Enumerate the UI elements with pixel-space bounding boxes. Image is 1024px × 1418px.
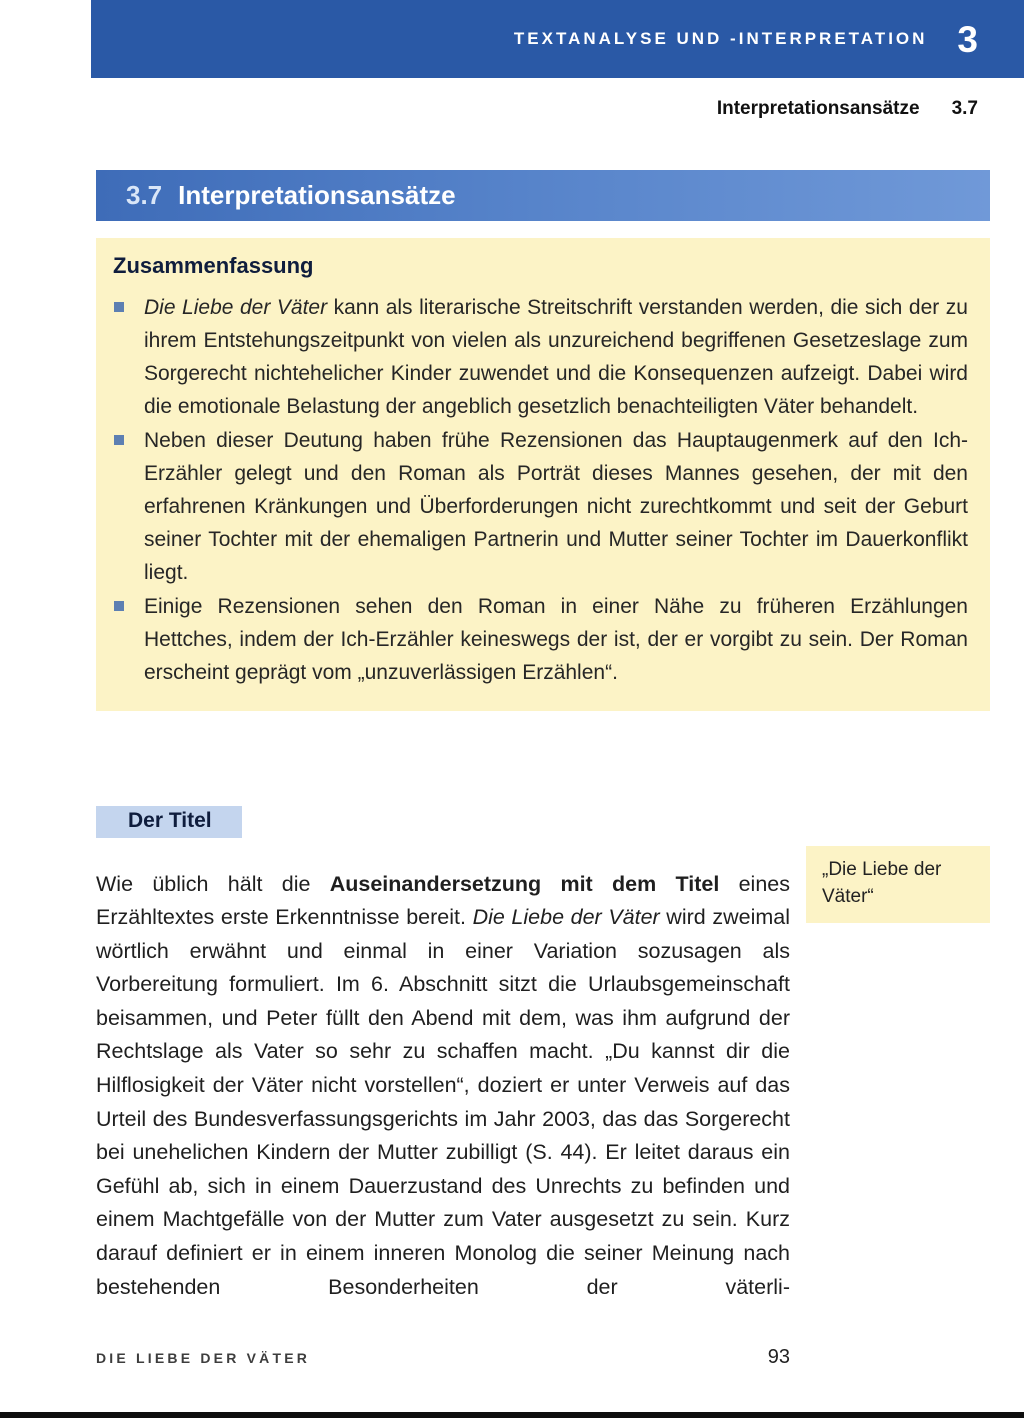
chapter-header-bar [91,0,1024,78]
body-italic-title: Die Liebe der Väter [472,905,660,930]
section-number: 3.7 [126,180,163,210]
bullet-italic-lead: Die Liebe der Väter [144,296,328,319]
summary-bullet-2 [113,424,968,589]
summary-bullet-1 [113,291,968,423]
summary-bullet-3 [113,590,968,689]
body-seg-1: Wie üblich hält die [96,871,330,896]
bullet-text: Neben dieser Deutung haben frühe Rezensionen das Hauptaugenmerk auf den Ich-Erzähler gelegt und den Roman als Porträt dieses Mannes gesehen, der mit den erfahrenen Kränkungen und Überforderungen nicht zurechtkommt und seit der Geburt seiner Tochter mit der ehemaligen Partnerin und Mutter seiner Tochter im Dauerkonflikt liegt. [144,429,968,584]
page-bottom-edge [0,1412,1024,1418]
bullet-square-icon [114,302,124,312]
page-footer [96,1346,790,1369]
bullet-text: Einige Rezensionen sehen den Roman in einer Nähe zu früheren Erzählungen Hettches, indem der Ich-Erzähler keineswegs der ist, der er vorgibt zu sein. Der Roman erscheint geprägt vom „unzuverlässigen Erzählen“. [144,595,968,684]
body-paragraph [96,868,790,1305]
bullet-square-icon [114,435,124,445]
chapter-number: 3 [957,18,978,60]
chapter-header-title: TEXTANALYSE UND -INTERPRETATION [513,29,928,48]
footer-page-number: 93 [767,1346,790,1368]
section-heading-bar [96,170,990,221]
summary-box [96,238,990,711]
bullet-square-icon [114,601,124,611]
section-title: Interpretationsansätze [178,180,456,210]
breadcrumb [91,98,1024,120]
body-seg-5: wird zweimal wörtlich erwähnt und einmal in einer Variation sozusagen als Vorbereitung formuliert. Im 6. Abschnitt sitzt die Urlaubsgemeinschaft beisammen, und Peter füllt den Abend mit dem, was ihm aufgrund der Rechtslage als Vater so sehr zu schaffen macht. „Du kannst dir die Hilflosigkeit der Väter nicht vorstellen“, doziert er unter Verweis auf das Urteil des Bundesverfassungsgerichts im Jahr 2003, das das Sorgerecht bei unehelichen Kindern der Mutter zubilligt (S. 44). Er leitet daraus ein Gefühl ab, sich in einem Dauerzustand des Unrechts zu befinden und einem Machtgefälle von der Mutter zum Vater ausgesetzt zu sein. Kurz darauf definiert er in einem inneren Monolog die seiner Meinung nach bestehenden Besonderheiten der väterli- [96,905,790,1299]
breadcrumb-number: 3.7 [951,98,978,119]
body-bold-phrase: Auseinandersetzung mit dem Titel [329,871,720,896]
summary-list [113,291,968,689]
margin-note: „Die Liebe der Väter“ [806,846,990,923]
subsection-label: Der Titel [96,806,242,838]
bullet-text: kann als literarische Streitschrift verstanden werden, die sich der zu ihrem Entstehungszeitpunkt von vielen als unzureichend begriffenen Gesetzeslage zum Sorgerecht nichtehelicher Kinder zuwendet und die Konsequenzen aufzeigt. Dabei wird die emotionale Belastung der angeblich gesetzlich benachteiligten Väter behandelt. [144,296,968,418]
footer-book-title: DIE LIEBE DER VÄTER [96,1350,311,1366]
breadcrumb-label: Interpretationsansätze [716,98,920,119]
summary-title: Zusammenfassung [113,253,314,278]
body-seg-3: eines Erzähltextes erste Erkenntnisse bereit. [96,871,791,930]
